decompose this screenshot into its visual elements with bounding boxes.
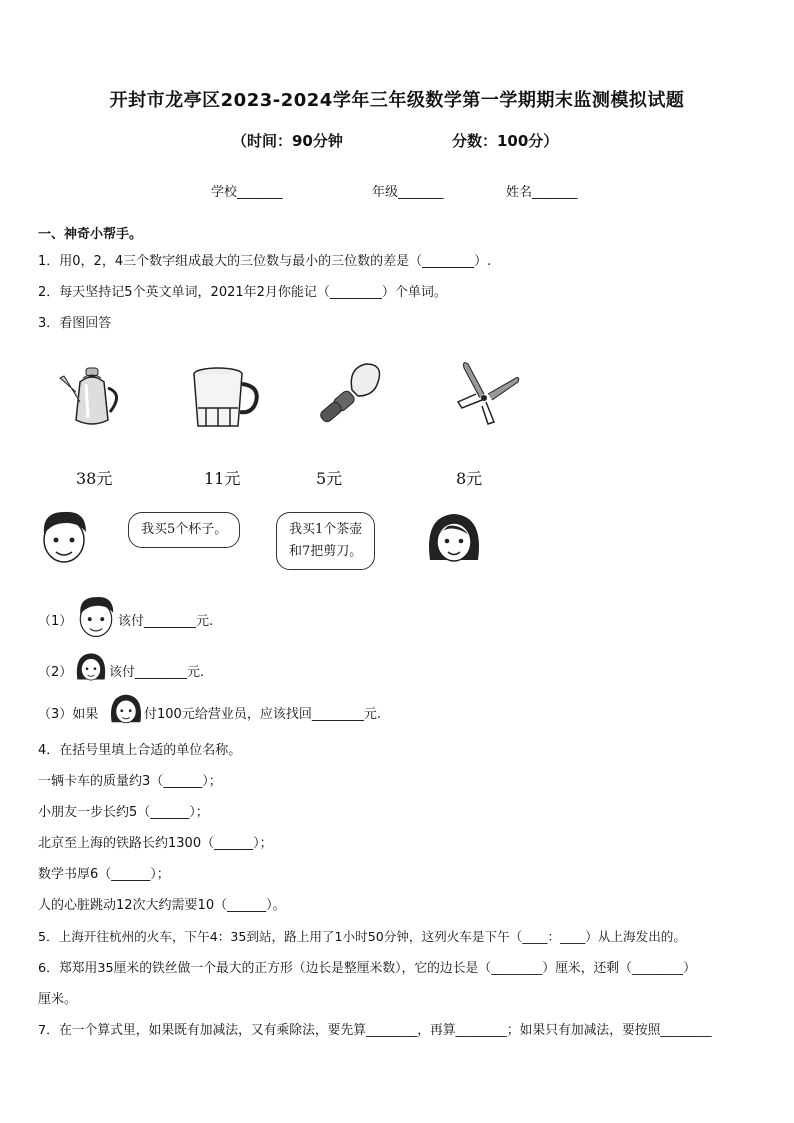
boy-speech-bubble	[128, 512, 240, 548]
boy-avatar	[36, 508, 92, 564]
scissors-icon	[454, 358, 524, 426]
page-title: 开封市龙亭区2023-2024学年三年级数学第一学期期末监测模拟试题	[109, 90, 685, 111]
sub-question-3-prefix: （3）如果	[38, 707, 99, 722]
name-field: 姓名_______	[506, 185, 578, 200]
question-4-b: 小朋友一步长约5（______）；	[38, 805, 209, 820]
sub-question-2: 该付________元.	[109, 665, 205, 680]
sub-question-1: 该付________元.	[118, 614, 214, 629]
question-4-a: 一辆卡车的质量约3（______）；	[38, 774, 222, 789]
cup-icon	[192, 366, 264, 432]
girl-small-icon	[108, 692, 144, 726]
scissors-price: 8元	[456, 469, 483, 488]
sub-question-2-prefix: （2）	[38, 665, 73, 680]
exam-time: （时间：90分钟	[232, 132, 343, 150]
question-2: 2．每天坚持记5个英文单词，2021年2月你能记（________）个单词。	[38, 285, 447, 300]
girl-small-icon	[74, 650, 108, 684]
question-4: 4．在括号里填上合适的单位名称。	[38, 743, 242, 758]
girl-speech-line-1: 我买1个茶壶	[289, 522, 363, 537]
boy-speech-text: 我买5个杯子。	[141, 522, 228, 537]
question-4-e: 人的心脏跳动12次大约需要10（______）。	[38, 898, 286, 913]
question-6-continued: 厘米。	[38, 992, 78, 1007]
shovel-price: 5元	[316, 469, 343, 488]
question-7: 7．在一个算式里，如果既有加减法，又有乘除法，要先算________，再算________；如果只有加减法，要按照________	[38, 1023, 712, 1038]
question-4-c: 北京至上海的铁路长约1300（______）；	[38, 836, 273, 851]
school-field: 学校_______	[211, 185, 283, 200]
question-3: 3．看图回答	[38, 316, 112, 331]
boy-small-icon	[74, 594, 118, 638]
teapot-price: 38元	[76, 469, 113, 488]
question-1: 1．用0，2，4三个数字组成最大的三位数与最小的三位数的差是（________）.	[38, 254, 492, 269]
sub-question-3: 付100元给营业员，应该找回________元.	[144, 707, 381, 722]
girl-speech-bubble	[276, 512, 375, 570]
question-4-d: 数学书厚6（______）；	[38, 867, 170, 882]
girl-avatar	[424, 510, 484, 566]
cup-price: 11元	[204, 469, 241, 488]
sub-question-1-prefix: （1）	[38, 614, 73, 629]
shovel-icon	[318, 360, 388, 428]
girl-speech-line-2: 和7把剪刀。	[289, 544, 363, 559]
grade-field: 年级_______	[372, 185, 444, 200]
question-6: 6．郑郑用35厘米的铁丝做一个最大的正方形（边长是整厘米数），它的边长是（________）厘米，还剩（________）	[38, 961, 696, 976]
teapot-icon	[52, 360, 132, 432]
question-5: 5．上海开往杭州的火车，下午4：35到站，路上用了1小时50分钟，这列火车是下午（____：____）从上海发出的。	[38, 929, 686, 944]
exam-score: 分数：100分）	[452, 132, 559, 150]
section-heading: 一、神奇小帮手。	[38, 227, 143, 242]
